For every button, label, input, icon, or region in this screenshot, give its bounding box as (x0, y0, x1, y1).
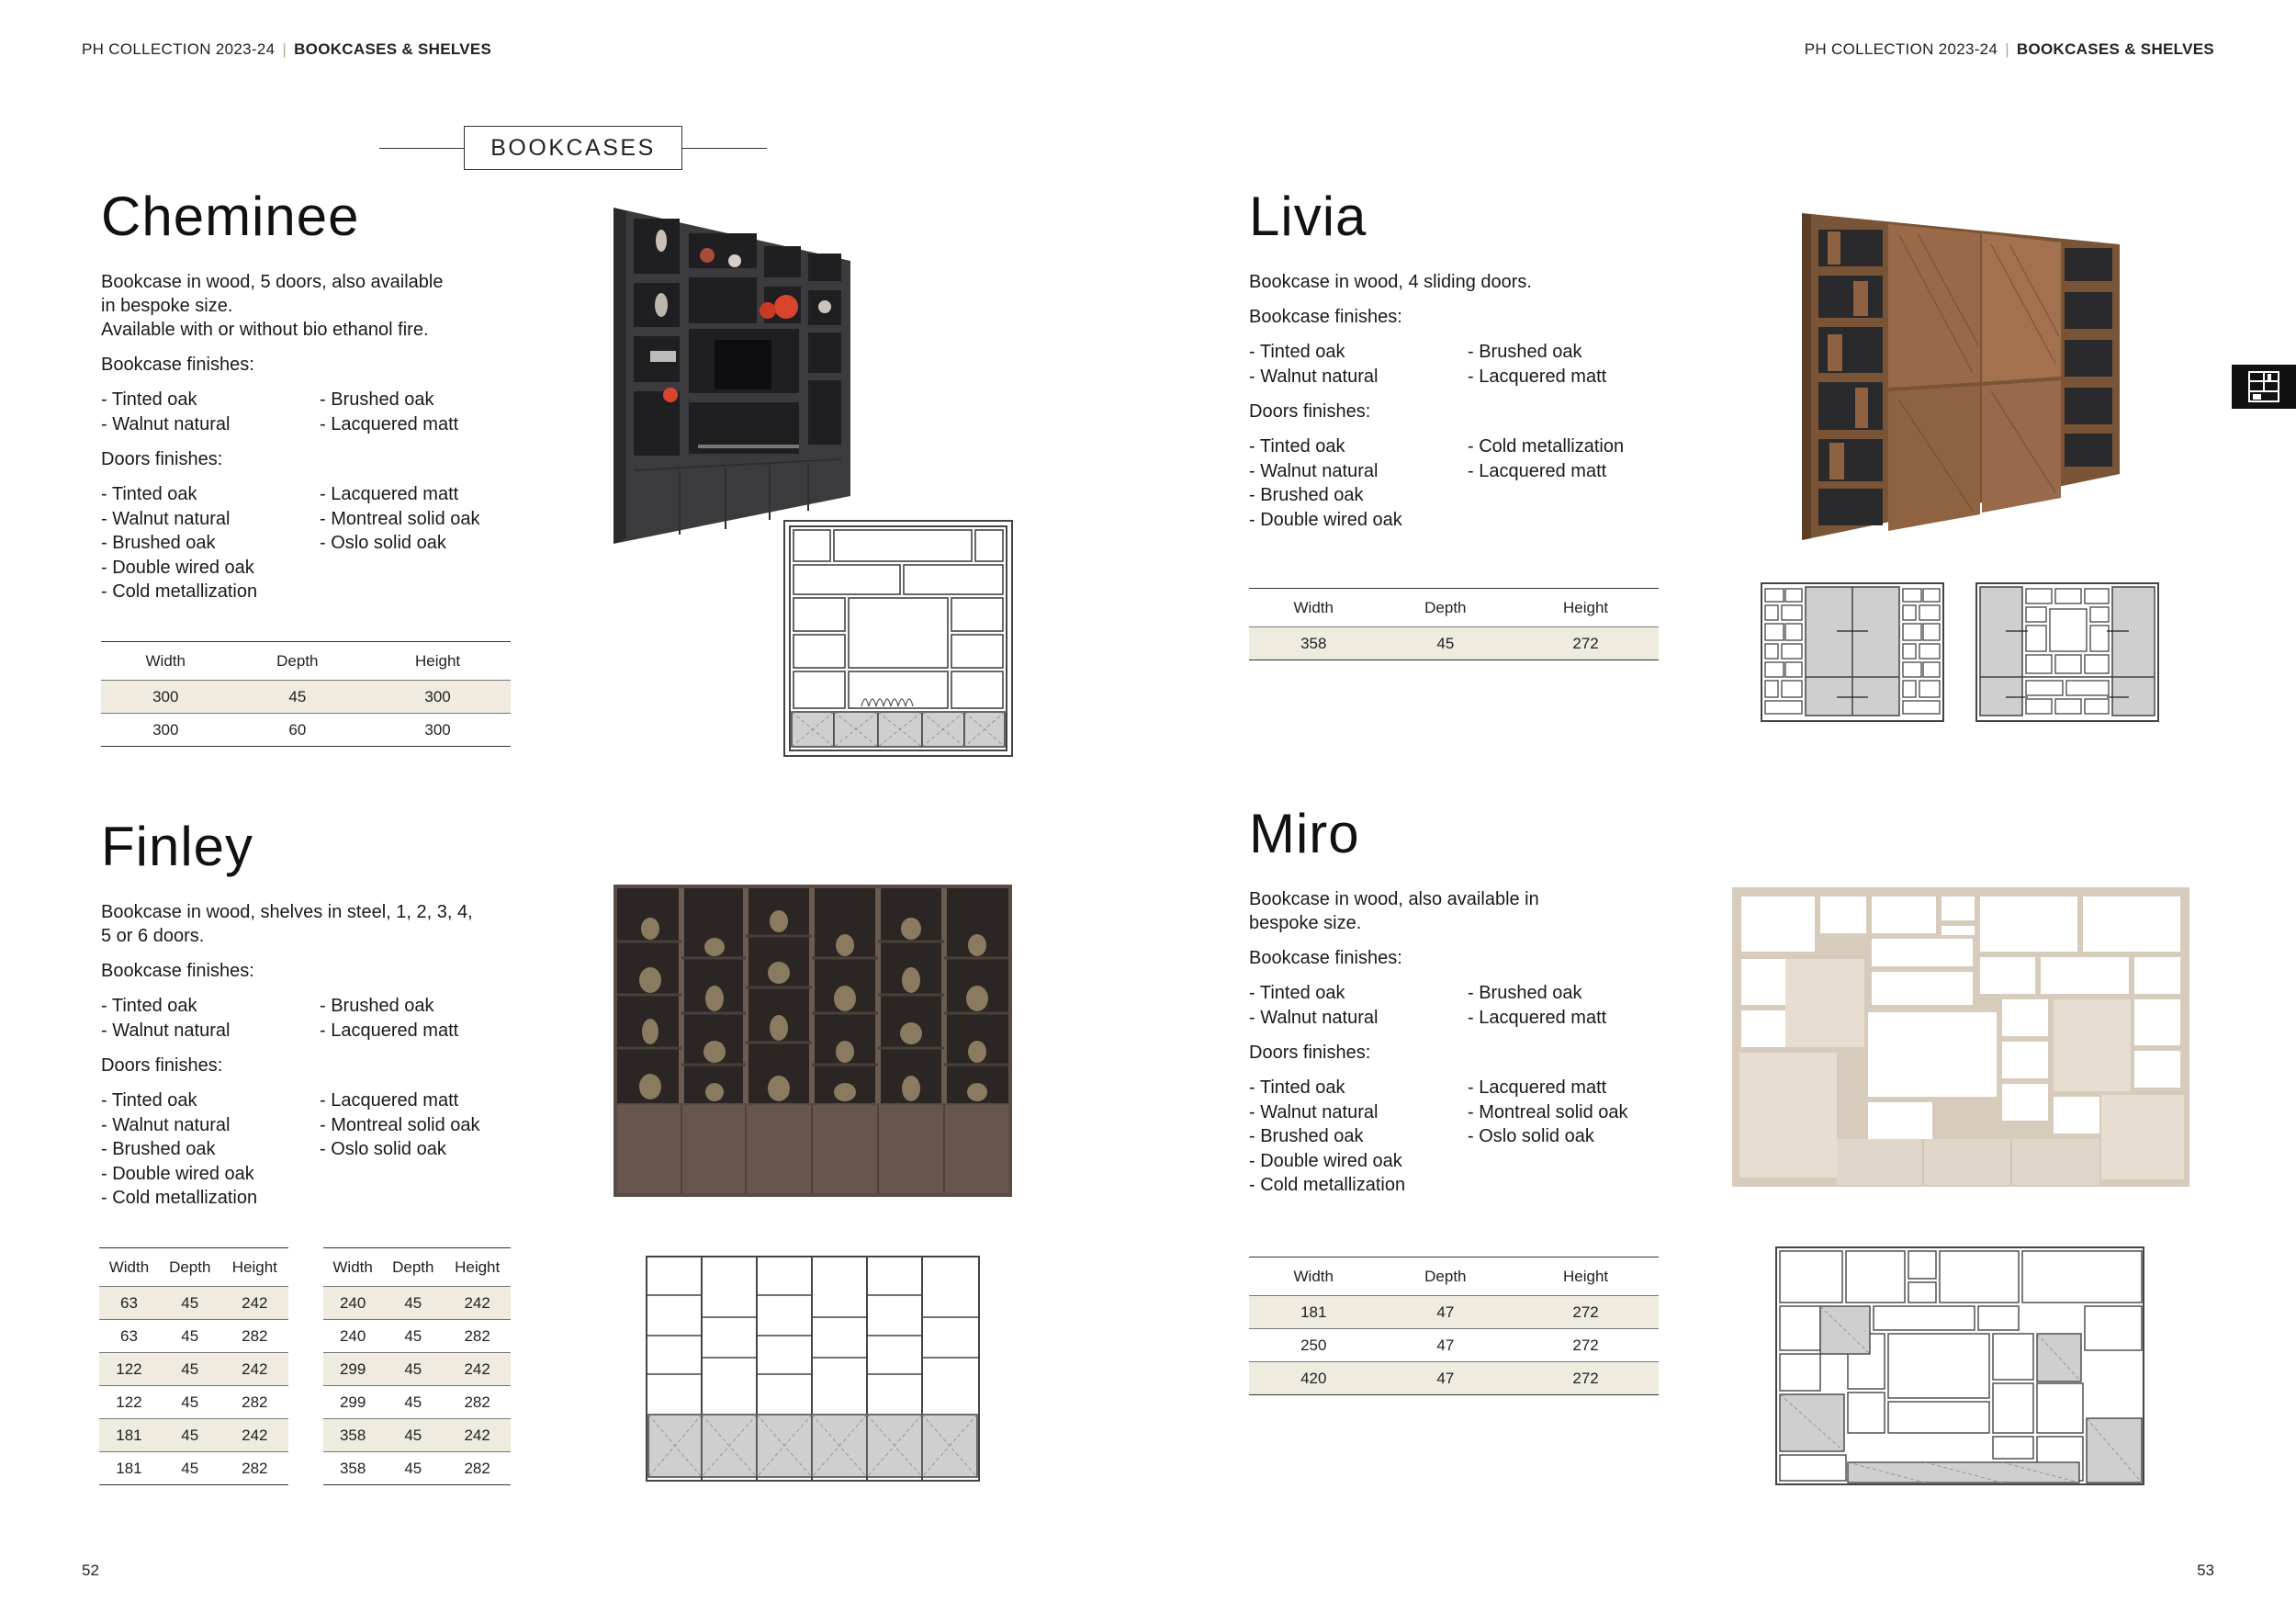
product-title: Miro (1249, 803, 1360, 864)
cell-depth: 45 (1379, 627, 1514, 660)
finish-item: - Cold metallization (101, 581, 258, 602)
table-header-row (99, 1248, 288, 1287)
section-title: BOOKCASES (464, 126, 682, 170)
cell-height: 282 (444, 1452, 511, 1485)
finish-item: - Walnut natural (1249, 460, 1379, 481)
table-row (99, 1386, 288, 1419)
column-width: Width (1249, 589, 1379, 627)
finish-item: - Montreal solid oak (320, 508, 480, 529)
cell-depth: 47 (1379, 1362, 1514, 1395)
finish-item: - Lacquered matt (1468, 366, 1607, 387)
finish-item: - Lacquered matt (320, 1090, 459, 1111)
cell-height: 282 (221, 1320, 288, 1353)
finish-item (320, 1162, 538, 1187)
doors-finishes-label: Doors finishes: (101, 449, 223, 469)
cell-height: 242 (221, 1419, 288, 1452)
finish-item: - Tinted oak (101, 1090, 197, 1111)
cell-depth: 45 (382, 1353, 444, 1386)
column-height: Height (444, 1248, 511, 1287)
cell-width: 358 (1249, 627, 1379, 660)
finish-item: - Oslo solid oak (1468, 1126, 1594, 1146)
doors-finishes-list (1249, 434, 1763, 532)
finish-item: - Brushed oak (1249, 1126, 1364, 1146)
cell-height: 242 (221, 1287, 288, 1320)
finish-item: - Oslo solid oak (320, 533, 446, 553)
finish-item: - Lacquered matt (1468, 1077, 1607, 1098)
cell-width: 181 (99, 1419, 159, 1452)
cell-height: 282 (221, 1452, 288, 1485)
cell-width: 299 (323, 1386, 382, 1419)
livia-technical-drawing-open (1973, 581, 2162, 725)
description-line: Bookcase in wood, 5 doors, also available (101, 272, 444, 292)
cell-depth: 45 (159, 1386, 221, 1419)
cell-height: 272 (1513, 1296, 1659, 1329)
dimensions-table-finley-a (99, 1247, 288, 1485)
table-row (1249, 1362, 1659, 1395)
finish-item: - Tinted oak (1249, 1077, 1345, 1098)
column-depth: Depth (159, 1248, 221, 1287)
cell-width: 63 (99, 1320, 159, 1353)
column-height: Height (365, 642, 511, 681)
bookcase-finishes-list (1249, 340, 1763, 389)
finish-item: - Tinted oak (1249, 983, 1345, 1003)
table-row (99, 1419, 288, 1452)
cell-height: 282 (444, 1320, 511, 1353)
section-label (379, 126, 767, 172)
collection-title: PH COLLECTION 2023-24 (82, 40, 276, 58)
description-line: Bookcase in wood, shelves in steel, 1, 2, 3, 4, (101, 902, 473, 922)
table-row (323, 1320, 511, 1353)
cell-height: 300 (365, 681, 511, 714)
cell-depth: 45 (159, 1353, 221, 1386)
table-row (99, 1287, 288, 1320)
table-row (323, 1419, 511, 1452)
column-width: Width (1249, 1257, 1379, 1296)
cheminee-technical-drawing (781, 519, 1016, 760)
column-depth: Depth (382, 1248, 444, 1287)
column-width: Width (99, 1248, 159, 1287)
product-description (101, 270, 615, 342)
finish-item (320, 1186, 538, 1211)
cell-depth: 45 (159, 1320, 221, 1353)
product-livia (1249, 186, 1763, 543)
finish-item: - Walnut natural (101, 1020, 231, 1041)
bookcase-icon (2245, 369, 2282, 404)
doors-finishes-list (101, 1088, 615, 1211)
product-description (1249, 887, 1763, 935)
finish-item: - Brushed oak (1468, 342, 1582, 362)
table-row (323, 1353, 511, 1386)
table-row (1249, 1296, 1659, 1329)
cell-width: 300 (101, 681, 231, 714)
doors-finishes-label: Doors finishes: (1249, 1043, 1371, 1063)
cell-width: 240 (323, 1287, 382, 1320)
finish-item: - Walnut natural (101, 413, 231, 434)
column-width: Width (101, 642, 231, 681)
finish-item (1468, 483, 1686, 508)
category-title: BOOKCASES & SHELVES (2016, 40, 2214, 58)
finish-item: - Brushed oak (1249, 485, 1364, 505)
finish-item: - Walnut natural (1249, 1101, 1379, 1122)
page-header-right (1805, 40, 2214, 59)
finish-item (1468, 1149, 1686, 1174)
finley-product-image (613, 885, 1012, 1197)
table-row (99, 1320, 288, 1353)
livia-product-image (1798, 208, 2123, 546)
bookcase-finishes-list (1249, 981, 1763, 1030)
page-number-left: 52 (82, 1562, 99, 1579)
cell-depth: 45 (159, 1452, 221, 1485)
product-finley (101, 816, 615, 1222)
finish-item: - Double wired oak (1249, 1150, 1402, 1171)
finish-item: - Brushed oak (320, 996, 434, 1016)
cell-width: 181 (1249, 1296, 1379, 1329)
cell-depth: 45 (231, 681, 366, 714)
cell-height: 242 (444, 1419, 511, 1452)
table-header-row (1249, 589, 1659, 627)
bookcase-finishes-label: Bookcase finishes: (1249, 307, 1402, 327)
cell-width: 420 (1249, 1362, 1379, 1395)
cell-height: 242 (221, 1353, 288, 1386)
finish-item (1468, 1173, 1686, 1198)
doors-finishes-label: Doors finishes: (1249, 401, 1371, 422)
column-depth: Depth (1379, 1257, 1514, 1296)
finish-item: - Tinted oak (1249, 342, 1345, 362)
section-rule-left (379, 148, 464, 149)
table-row (1249, 1329, 1659, 1362)
column-width: Width (323, 1248, 382, 1287)
cell-depth: 45 (382, 1287, 444, 1320)
cell-width: 299 (323, 1353, 382, 1386)
cell-width: 300 (101, 714, 231, 747)
cell-width: 250 (1249, 1329, 1379, 1362)
cell-depth: 60 (231, 714, 366, 747)
collection-title: PH COLLECTION 2023-24 (1804, 40, 1998, 58)
bookcase-finishes-list (101, 994, 615, 1043)
finish-item: - Cold metallization (1468, 436, 1625, 457)
dimensions-table-finley-b (323, 1247, 511, 1485)
cell-depth: 47 (1379, 1296, 1514, 1329)
finish-item: - Brushed oak (101, 1139, 216, 1159)
bookcase-finishes-label: Bookcase finishes: (101, 961, 254, 981)
cell-depth: 47 (1379, 1329, 1514, 1362)
cell-height: 282 (221, 1386, 288, 1419)
finish-item: - Lacquered matt (320, 484, 459, 504)
miro-product-image (1730, 885, 2191, 1190)
finish-item: - Montreal solid oak (1468, 1101, 1628, 1122)
table-row (101, 681, 511, 714)
finish-item: - Cold metallization (101, 1188, 258, 1208)
column-height: Height (1513, 589, 1659, 627)
finish-item: - Tinted oak (1249, 436, 1345, 457)
finish-item: - Lacquered matt (1468, 1007, 1607, 1028)
finish-item: - Lacquered matt (1468, 460, 1607, 481)
dimensions-table-cheminee (101, 641, 511, 747)
description-line: Available with or without bio ethanol fire. (101, 320, 429, 340)
doors-finishes-label: Doors finishes: (101, 1055, 223, 1076)
bookcase-finishes-list (101, 388, 615, 436)
finish-item: - Lacquered matt (320, 413, 459, 434)
page-number-right: 53 (2197, 1562, 2214, 1579)
finish-item: - Brushed oak (1468, 983, 1582, 1003)
cell-width: 181 (99, 1452, 159, 1485)
section-rule-right (682, 148, 767, 149)
doors-finishes-list (1249, 1076, 1763, 1198)
page-header-left (82, 40, 491, 59)
column-depth: Depth (1379, 589, 1514, 627)
description-line: Bookcase in wood, 4 sliding doors. (1249, 272, 1532, 292)
cell-height: 282 (444, 1386, 511, 1419)
finley-technical-drawing (643, 1255, 983, 1484)
finish-item: - Double wired oak (1249, 509, 1402, 530)
description-line: 5 or 6 doors. (101, 926, 205, 946)
description-line: Bookcase in wood, also available in (1249, 889, 1539, 909)
cell-height: 272 (1513, 1329, 1659, 1362)
finish-item (320, 556, 538, 581)
table-row (101, 714, 511, 747)
cell-width: 240 (323, 1320, 382, 1353)
product-cheminee (101, 186, 615, 615)
cell-depth: 45 (382, 1419, 444, 1452)
product-title: Livia (1249, 186, 1367, 247)
finish-item: - Double wired oak (101, 1163, 254, 1184)
cell-width: 122 (99, 1353, 159, 1386)
finish-item: - Montreal solid oak (320, 1114, 480, 1135)
column-depth: Depth (231, 642, 366, 681)
cell-depth: 45 (382, 1320, 444, 1353)
finish-item: - Walnut natural (1249, 366, 1379, 387)
description-line: bespoke size. (1249, 913, 1362, 933)
table-row (99, 1353, 288, 1386)
doors-finishes-list (101, 482, 615, 604)
cheminee-product-image (606, 204, 854, 546)
description-line: in bespoke size. (101, 296, 233, 316)
finish-item: - Tinted oak (101, 996, 197, 1016)
livia-technical-drawing-closed (1758, 581, 1947, 725)
product-title: Finley (101, 816, 254, 877)
header-separator: | (282, 40, 287, 58)
column-height: Height (221, 1248, 288, 1287)
category-side-tab[interactable] (2232, 365, 2296, 409)
dimensions-table-miro (1249, 1257, 1659, 1395)
finish-item: - Walnut natural (101, 508, 231, 529)
table-row (323, 1386, 511, 1419)
finish-item: - Walnut natural (101, 1114, 231, 1135)
cell-height: 242 (444, 1353, 511, 1386)
cell-depth: 45 (159, 1287, 221, 1320)
product-description (101, 900, 615, 948)
finish-item (1468, 508, 1686, 533)
table-row (323, 1452, 511, 1485)
dimensions-table-livia (1249, 588, 1659, 660)
table-row (323, 1287, 511, 1320)
finish-item: - Tinted oak (101, 389, 197, 410)
cell-width: 358 (323, 1419, 382, 1452)
cell-depth: 45 (382, 1452, 444, 1485)
table-header-row (101, 642, 511, 681)
finish-item: - Tinted oak (101, 484, 197, 504)
finish-item: - Double wired oak (101, 557, 254, 578)
table-header-row (1249, 1257, 1659, 1296)
finish-item: - Cold metallization (1249, 1175, 1406, 1195)
cell-width: 122 (99, 1386, 159, 1419)
product-miro (1249, 803, 1763, 1209)
cell-height: 272 (1513, 627, 1659, 660)
table-header-row (323, 1248, 511, 1287)
cell-width: 63 (99, 1287, 159, 1320)
table-row (99, 1452, 288, 1485)
bookcase-finishes-label: Bookcase finishes: (1249, 948, 1402, 968)
cell-height: 300 (365, 714, 511, 747)
finish-item: - Walnut natural (1249, 1007, 1379, 1028)
cell-height: 242 (444, 1287, 511, 1320)
cell-depth: 45 (159, 1419, 221, 1452)
cell-height: 272 (1513, 1362, 1659, 1395)
cell-depth: 45 (382, 1386, 444, 1419)
finish-item (320, 580, 538, 604)
finish-item: - Lacquered matt (320, 1020, 459, 1041)
column-height: Height (1513, 1257, 1659, 1296)
finish-item: - Brushed oak (101, 533, 216, 553)
product-title: Cheminee (101, 186, 360, 247)
header-separator: | (2005, 40, 2009, 58)
finish-item: - Brushed oak (320, 389, 434, 410)
miro-technical-drawing (1773, 1246, 2147, 1488)
finish-item: - Oslo solid oak (320, 1139, 446, 1159)
product-description (1249, 270, 1763, 294)
bookcase-finishes-label: Bookcase finishes: (101, 355, 254, 375)
category-title: BOOKCASES & SHELVES (294, 40, 492, 58)
cell-width: 358 (323, 1452, 382, 1485)
table-row (1249, 627, 1659, 660)
